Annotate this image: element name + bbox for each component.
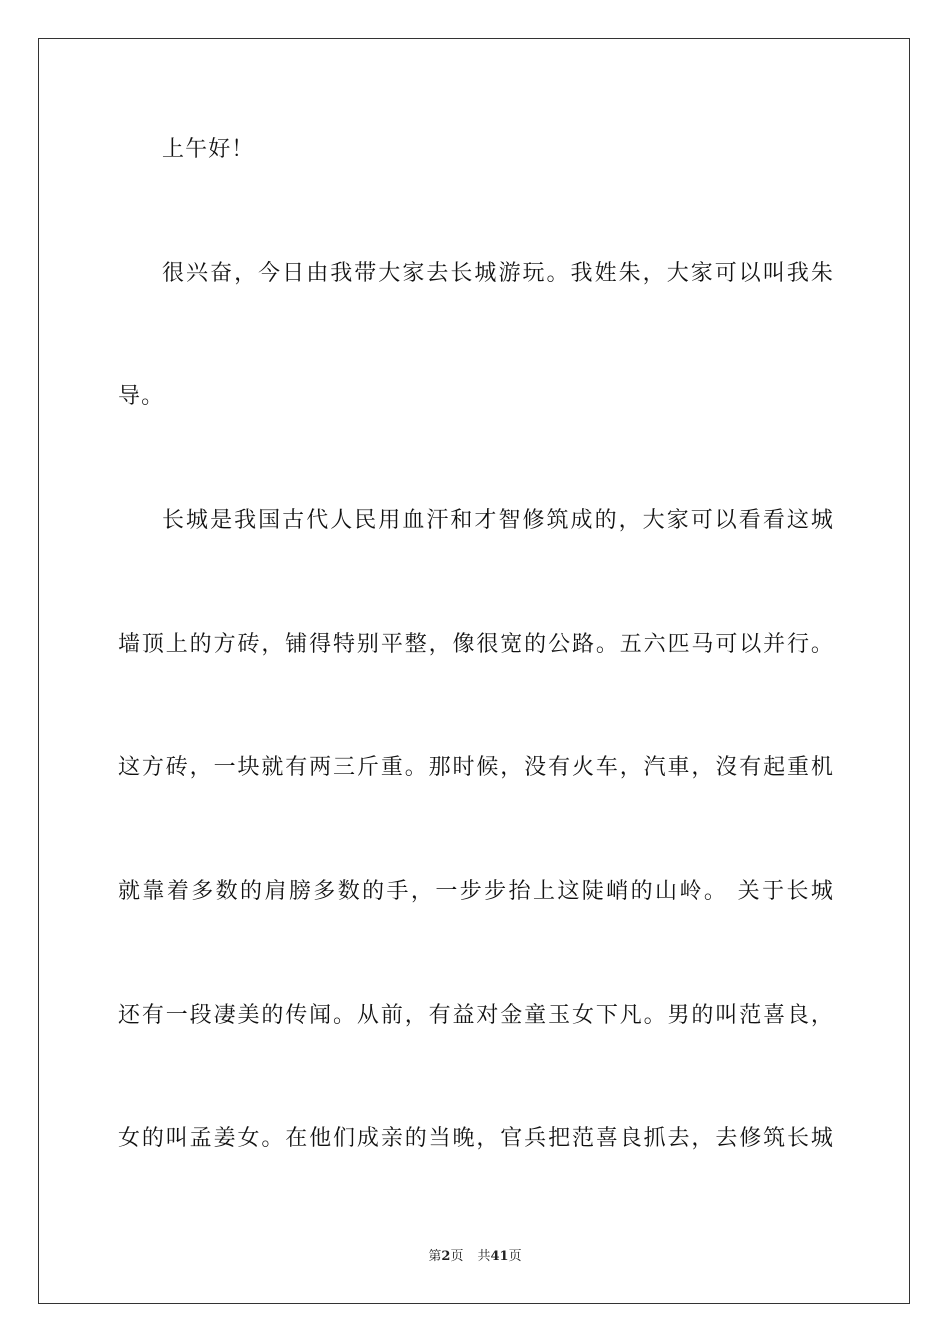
text-line-6: 这方砖，一块就有两三斤重。那时候，没有火车，汽車，沒有起重机 <box>118 755 834 780</box>
text-line-7: 就靠着多数的肩膀多数的手，一步步抬上这陡峭的山岭。 关于长城 <box>118 879 834 904</box>
footer-page-prefix: 第 <box>428 1249 442 1264</box>
text-line-4: 长城是我国古代人民用血汗和才智修筑成的，大家可以看看这城 <box>162 508 834 533</box>
footer-total-pages: 41 <box>490 1249 509 1264</box>
text-line-2: 很兴奋，今日由我带大家去长城游玩。我姓朱，大家可以叫我朱 <box>162 261 834 286</box>
text-line-5: 墙顶上的方砖，铺得特别平整，像很宽的公路。五六匹马可以并行。 <box>118 632 834 657</box>
text-line-8: 还有一段凄美的传闻。从前，有益对金童玉女下凡。男的叫范喜良， <box>118 1003 834 1028</box>
page-border <box>38 38 910 1304</box>
footer-page-suffix: 页 <box>450 1249 464 1264</box>
footer-current-page: 2 <box>441 1249 451 1264</box>
text-line-3: 导。 <box>118 384 165 409</box>
greeting-line: 上午好！ <box>162 137 255 162</box>
footer-total-prefix: 共 <box>477 1249 491 1264</box>
footer-total-suffix: 页 <box>508 1249 522 1264</box>
text-line-9: 女的叫孟姜女。在他们成亲的当晚，官兵把范喜良抓去，去修筑长城 <box>118 1126 834 1151</box>
page-footer <box>0 1248 950 1266</box>
